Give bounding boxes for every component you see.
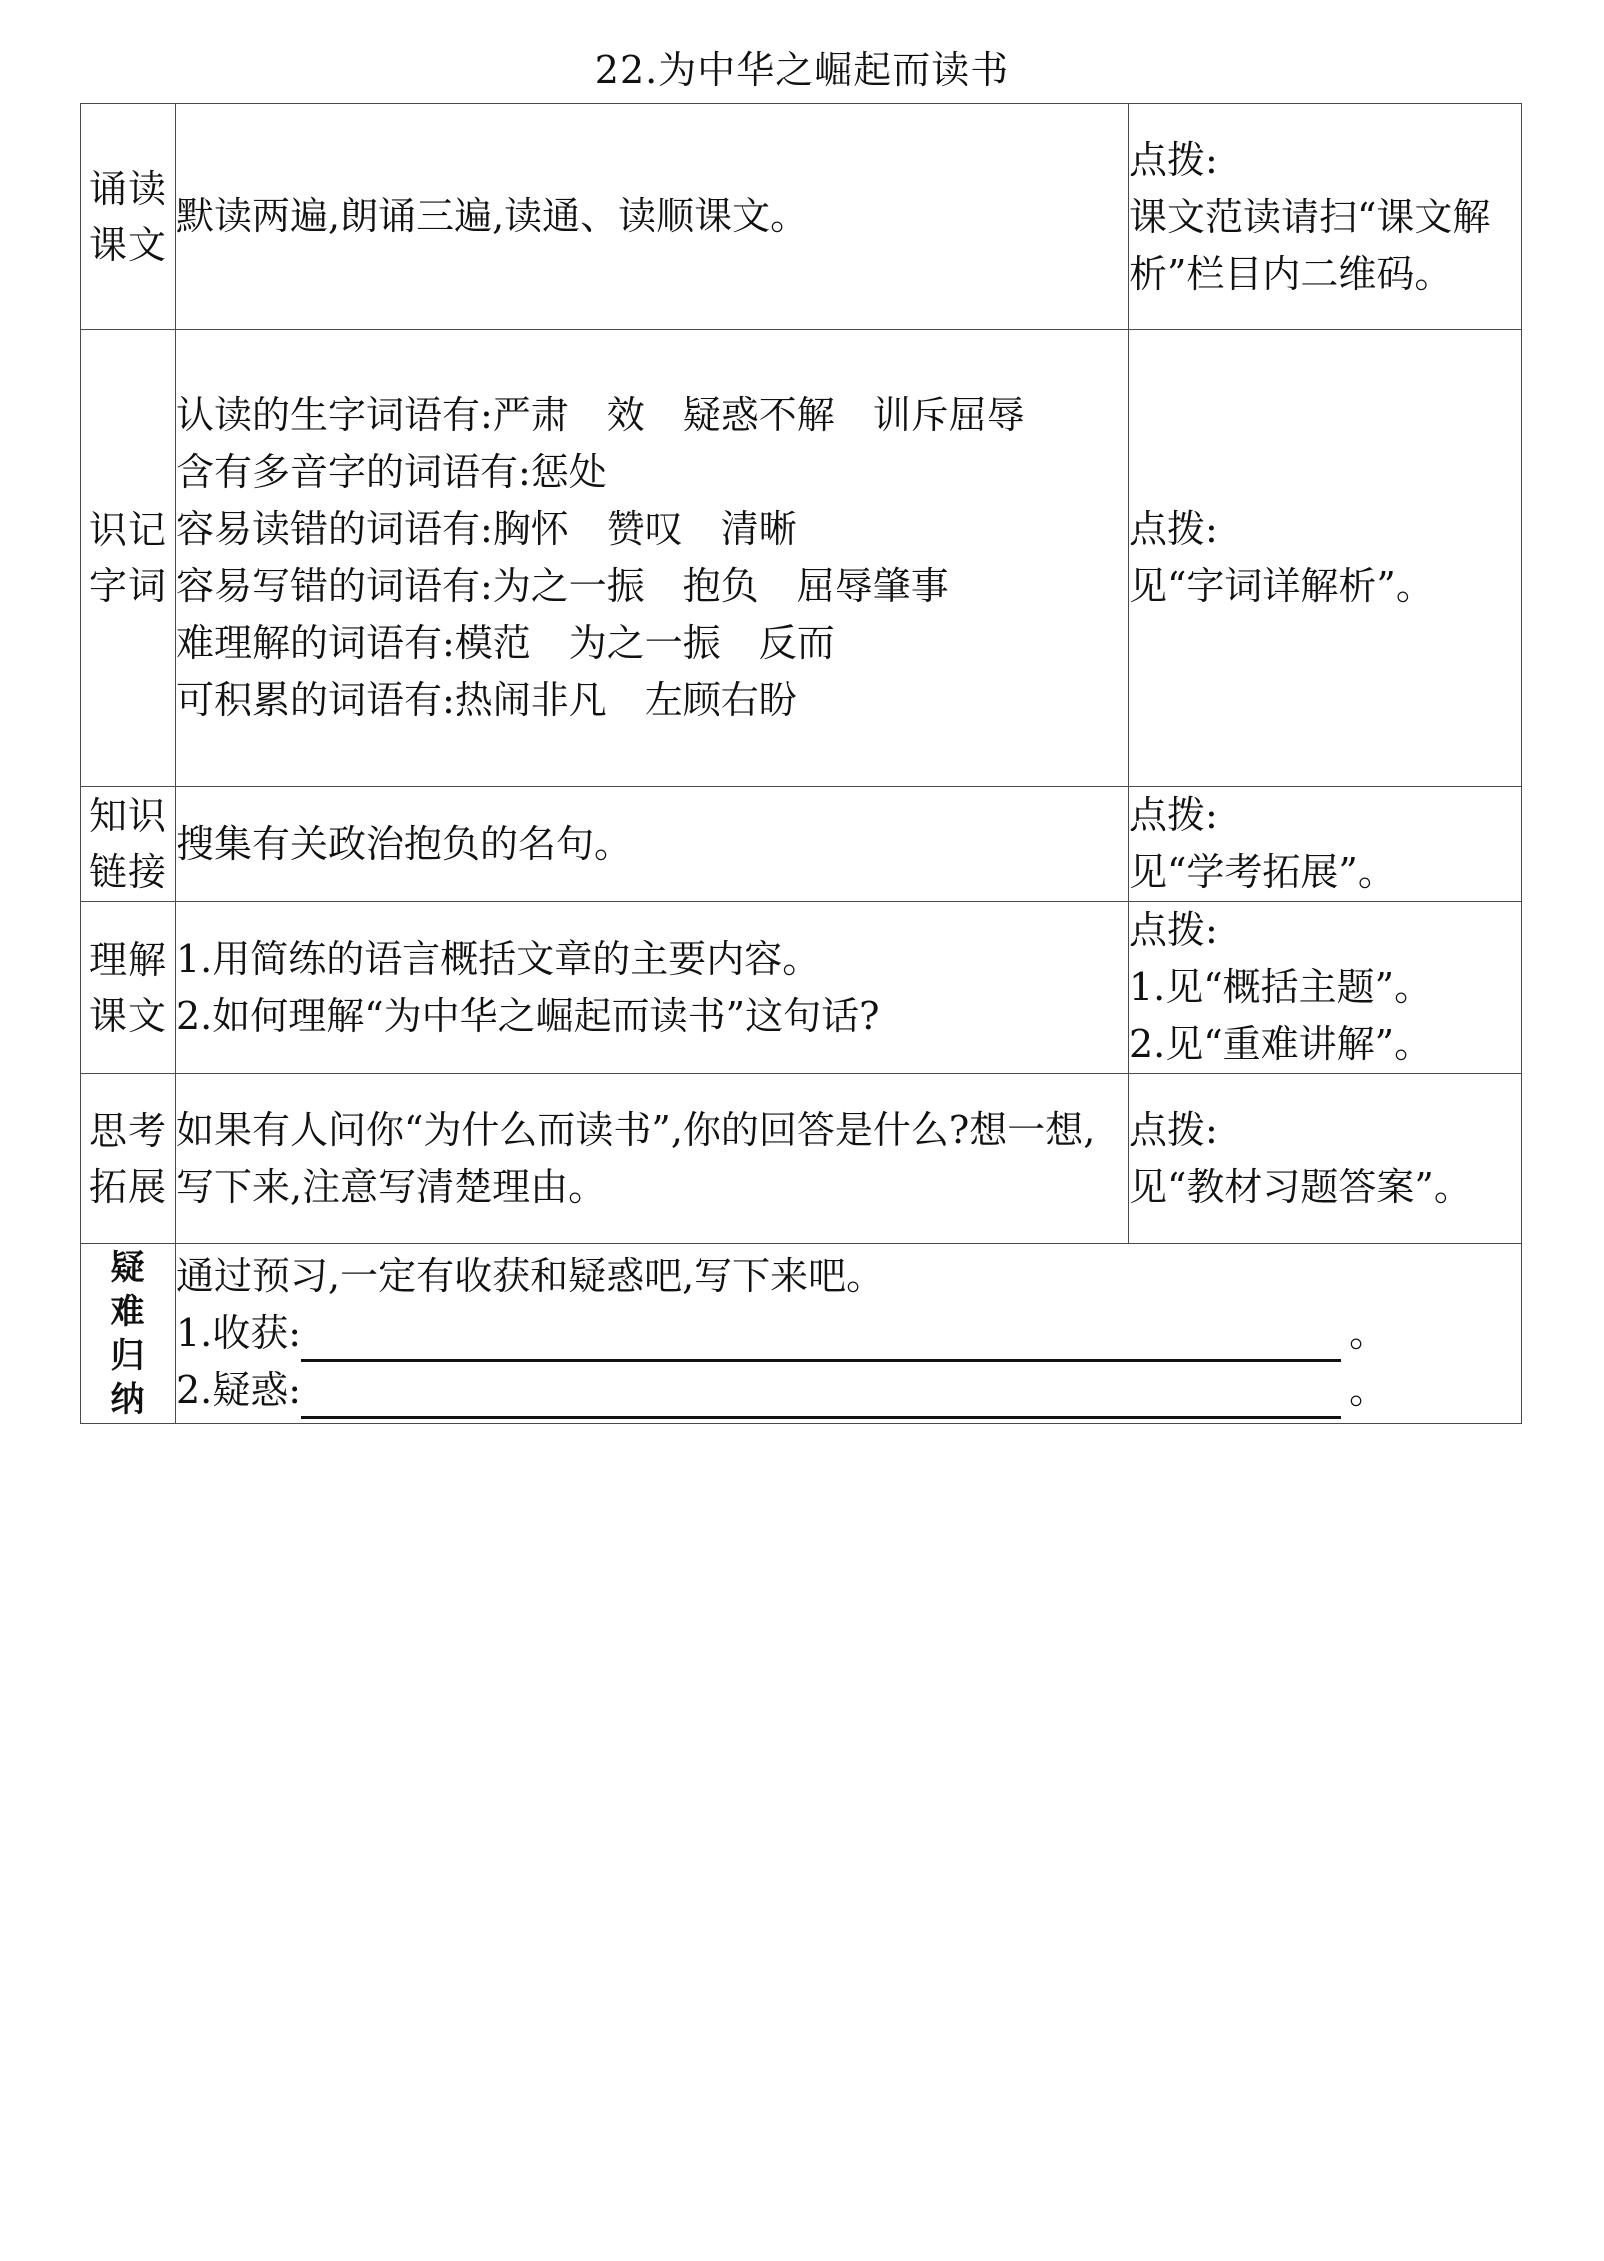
answer-blank[interactable] xyxy=(301,1315,1341,1362)
tip-heading: 点拨: xyxy=(1129,138,1218,182)
summary-item-end: 。 xyxy=(1349,1311,1388,1355)
summary-item-label: 2.疑惑: xyxy=(176,1368,302,1412)
row-label-cell xyxy=(81,787,176,902)
tip-heading: 点拨: xyxy=(1129,507,1218,551)
table-row xyxy=(81,902,1522,1074)
task-line: 容易写错的词语有:为之一振 抱负 屈辱肇事 xyxy=(176,564,949,608)
row-label: 知识链接 xyxy=(88,794,167,894)
task-cell xyxy=(176,1074,1129,1244)
task-cell xyxy=(176,104,1129,330)
table-row xyxy=(81,1244,1522,1424)
tip-heading: 点拨: xyxy=(1129,793,1218,837)
task-cell xyxy=(176,330,1129,787)
tip-cell xyxy=(1129,1074,1522,1244)
row-label: 疑难归纳 xyxy=(110,1247,146,1420)
tip-cell xyxy=(1129,104,1522,330)
summary-intro: 通过预习,一定有收获和疑惑吧,写下来吧。 xyxy=(176,1254,885,1298)
row-label: 识记字词 xyxy=(88,508,167,608)
table-row xyxy=(81,1074,1522,1244)
tip-line: 课文范读请扫“课文解析”栏目内二维码。 xyxy=(1129,195,1491,296)
preview-table xyxy=(80,103,1522,1424)
tip-line: 1.见“概括主题”。 xyxy=(1129,965,1433,1009)
tip-cell xyxy=(1129,330,1522,787)
row-label: 理解课文 xyxy=(88,937,167,1038)
tip-line: 2.见“重难讲解”。 xyxy=(1129,1022,1433,1066)
task-line: 认读的生字词语有:严肃 效 疑惑不解 训斥屈辱 xyxy=(176,393,1025,437)
row-label: 诵读课文 xyxy=(88,166,167,267)
tip-cell xyxy=(1129,902,1522,1074)
row-label-cell xyxy=(81,104,176,330)
task-cell xyxy=(176,902,1129,1074)
row-label-cell xyxy=(81,1074,176,1244)
tip-heading: 点拨: xyxy=(1129,1107,1218,1152)
tip-cell xyxy=(1129,787,1522,902)
summary-item xyxy=(176,1305,1521,1362)
summary-cell xyxy=(176,1244,1522,1424)
answer-blank[interactable] xyxy=(301,1372,1341,1419)
task-cell xyxy=(176,787,1129,902)
task-line: 如果有人问你“为什么而读书”,你的回答是什么?想一想,写下来,注意写清楚理由。 xyxy=(176,1107,1096,1209)
row-label-cell xyxy=(81,902,176,1074)
task-line: 可积累的词语有:热闹非凡 左顾右盼 xyxy=(176,678,797,722)
tip-line: 见“字词详解析”。 xyxy=(1129,564,1434,608)
table-row xyxy=(81,104,1522,330)
task-line: 容易读错的词语有:胸怀 赞叹 清晰 xyxy=(176,507,797,551)
table-row xyxy=(81,787,1522,902)
tip-heading: 点拨: xyxy=(1129,908,1218,952)
tip-line: 见“教材习题答案”。 xyxy=(1129,1164,1472,1209)
row-label-cell xyxy=(81,1244,176,1424)
tip-line: 见“学考拓展”。 xyxy=(1129,850,1396,894)
page-title: 22.为中华之崛起而读书 xyxy=(594,48,1010,92)
task-line: 难理解的词语有:模范 为之一振 反而 xyxy=(176,621,835,665)
task-line: 2.如何理解“为中华之崛起而读书”这句话? xyxy=(176,993,880,1038)
summary-item-label: 1.收获: xyxy=(176,1311,302,1355)
summary-item xyxy=(176,1362,1521,1419)
row-label-cell xyxy=(81,330,176,787)
task-line: 1.用简练的语言概括文章的主要内容。 xyxy=(176,936,821,981)
task-line: 含有多音字的词语有:惩处 xyxy=(176,450,607,494)
task-line: 搜集有关政治抱负的名句。 xyxy=(176,821,633,866)
summary-item-end: 。 xyxy=(1349,1368,1388,1412)
task-line: 默读两遍,朗诵三遍,读通、读顺课文。 xyxy=(176,194,809,238)
row-label: 思考拓展 xyxy=(88,1108,167,1209)
table-row xyxy=(81,330,1522,787)
